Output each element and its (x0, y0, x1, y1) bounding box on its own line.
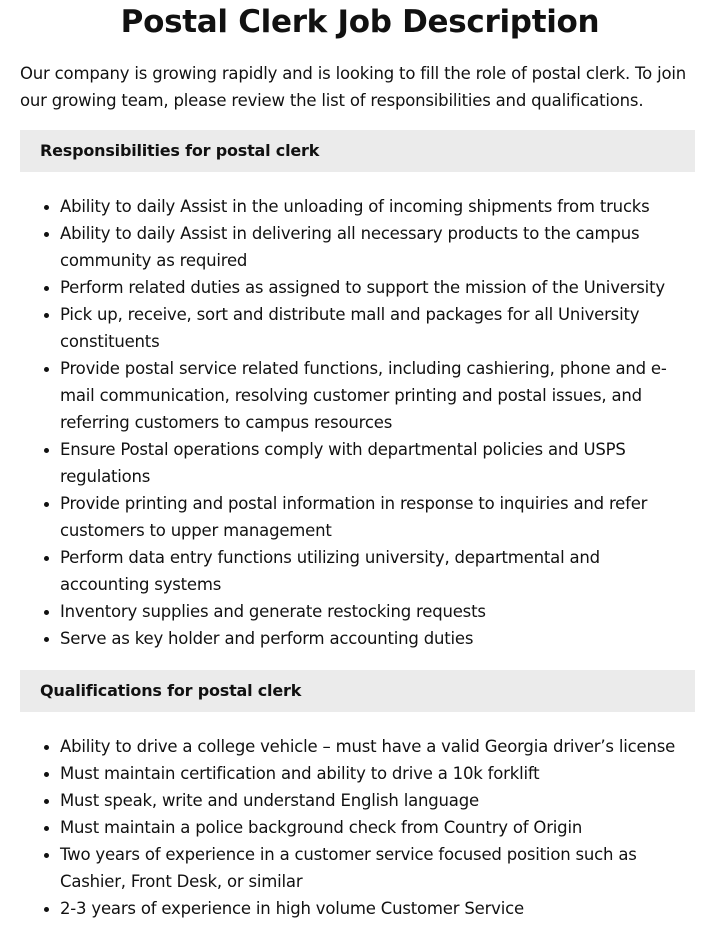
list-item: Two years of experience in a customer service focused position such as Cashier, Front Desk, or similar (60, 841, 690, 895)
list-item: Perform data entry functions utilizing university, departmental and accounting systems (60, 544, 690, 598)
list-item: Provide printing and postal information in response to inquiries and refer customers to upper management (60, 490, 690, 544)
list-item: Ability to daily Assist in delivering all necessary products to the campus community as required (60, 220, 690, 274)
page-title: Postal Clerk Job Description (120, 4, 600, 40)
qualifications-list (0, 733, 720, 922)
list-item: Must maintain certification and ability to drive a 10k forklift (60, 760, 690, 787)
list-item: Provide postal service related functions, including cashiering, phone and e-mail communication, resolving customer printing and postal issues, and referring customers to campus resources (60, 355, 690, 436)
list-item: Pick up, receive, sort and distribute mall and packages for all University constituents (60, 301, 690, 355)
intro-paragraph: Our company is growing rapidly and is looking to fill the role of postal clerk. To join our growing team, please review the list of responsibilities and qualifications. (20, 64, 686, 110)
list-item: Ability to daily Assist in the unloading of incoming shipments from trucks (60, 193, 690, 220)
list-item: Must maintain a police background check from Country of Origin (60, 814, 690, 841)
list-item: Perform related duties as assigned to support the mission of the University (60, 274, 690, 301)
list-item: 2-3 years of experience in high volume Customer Service (60, 895, 690, 922)
list-item: Ability to drive a college vehicle – must have a valid Georgia driver’s license (60, 733, 690, 760)
list-item: Serve as key holder and perform accounting duties (60, 625, 690, 652)
qualifications-heading: Qualifications for postal clerk (20, 670, 695, 712)
list-item: Must speak, write and understand English language (60, 787, 690, 814)
responsibilities-heading: Responsibilities for postal clerk (20, 130, 695, 172)
list-item: Inventory supplies and generate restocking requests (60, 598, 690, 625)
responsibilities-list (0, 193, 720, 652)
list-item: Ensure Postal operations comply with departmental policies and USPS regulations (60, 436, 690, 490)
